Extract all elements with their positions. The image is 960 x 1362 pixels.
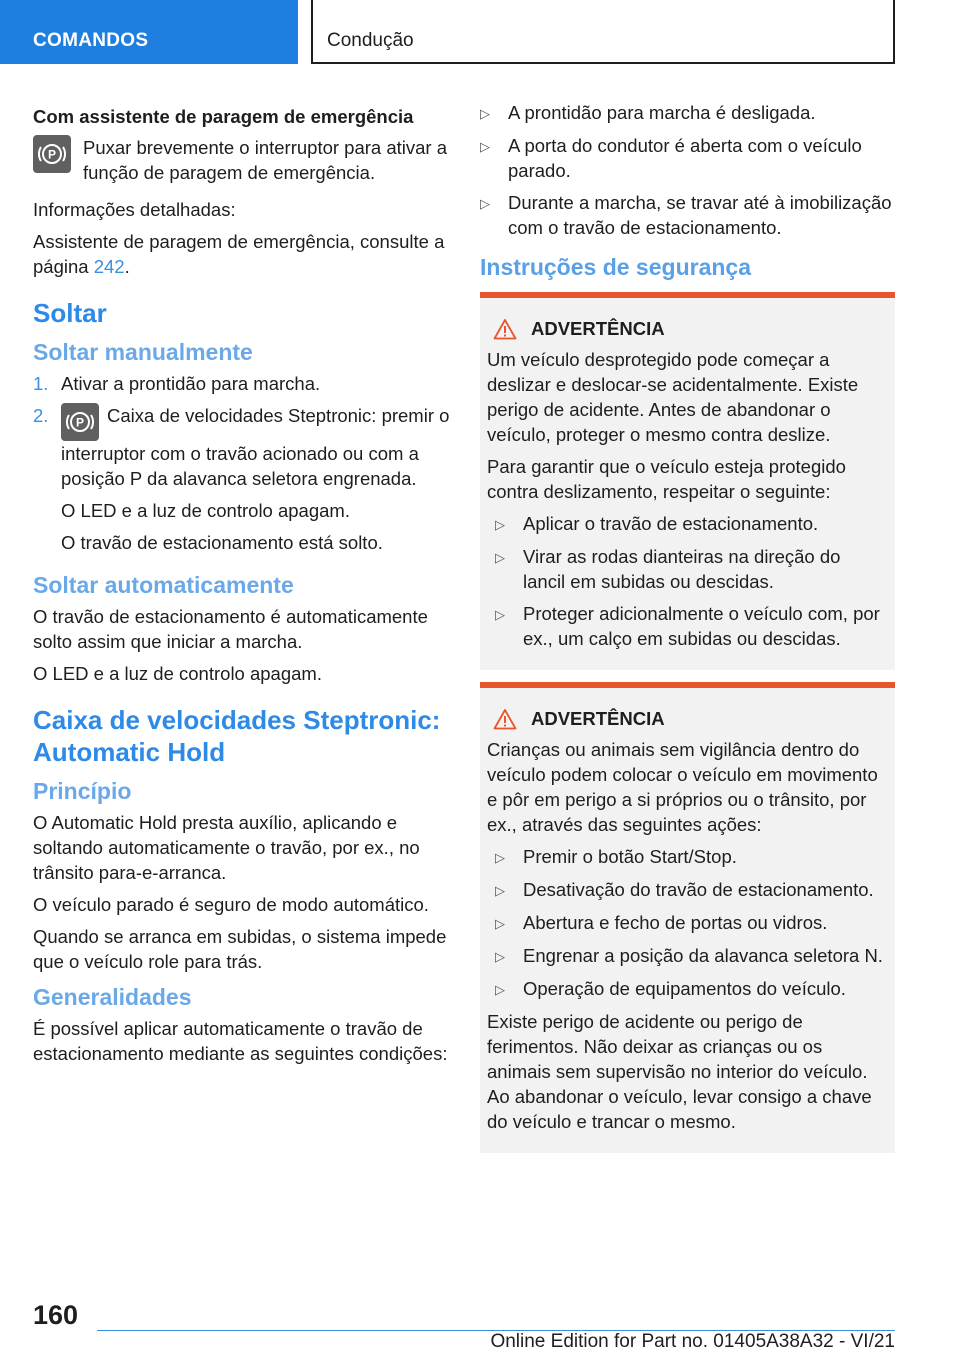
release-steps xyxy=(33,371,451,562)
svg-text:P: P xyxy=(47,147,57,162)
info-label: Informações detalhadas: xyxy=(33,199,236,220)
conditions-list xyxy=(480,100,895,240)
step-note: O LED e a luz de controlo apagam. xyxy=(61,500,350,521)
warning-box-1 xyxy=(480,292,895,670)
chapter-label: COMANDOS xyxy=(33,30,149,51)
svg-text:P: P xyxy=(75,415,85,430)
page-link-242[interactable]: 242 xyxy=(93,256,125,277)
soltar-auto-p1: O travão de estacionamento é automaticamente solto assim que iniciar a marcha. xyxy=(33,606,428,652)
principio-title: Princípio xyxy=(33,778,132,804)
bullet-triangle-icon: ▷ xyxy=(495,850,505,865)
warning-header xyxy=(487,706,887,731)
bullet-triangle-icon: ▷ xyxy=(495,982,505,997)
edition-text: Online Edition for Part no. 01405A38A32 - VI/21 xyxy=(490,1331,895,1352)
hold-title: Caixa de velocidades Steptronic: Automatic Hold xyxy=(33,705,441,767)
soltar-auto-title: Soltar automaticamente xyxy=(33,572,294,598)
left-column xyxy=(33,100,451,1073)
warning-p1: Crianças ou animais sem vigilância dentro do veículo podem colocar o veículo em movimento e pôr em perigo a si próprios ou o trânsito, por ex., através das seguintes ações: xyxy=(487,739,878,835)
list-item-text: Durante a marcha, se travar até à imobilização com o travão de estacionamento. xyxy=(508,192,892,238)
soltar-auto-p2: O LED e a luz de controlo apagam. xyxy=(33,663,322,684)
list-item-text: Virar as rodas dianteiras na direção do lancil em subidas ou descidas. xyxy=(523,546,841,592)
warning-list xyxy=(487,511,887,651)
soltar-manual-title: Soltar manualmente xyxy=(33,339,253,365)
warning-list xyxy=(487,844,887,1002)
page-number: 160 xyxy=(33,1300,79,1330)
warning-p1: Um veículo desprotegido pode começar a deslizar e deslocar-se acidentalmente. Existe perigo de acidente. Antes de abandonar o veículo, proteger o mesmo contra deslize. xyxy=(487,349,859,445)
bullet-triangle-icon: ▷ xyxy=(495,916,505,931)
emergency-heading: Com assistente de paragem de emergência xyxy=(33,106,414,127)
list-item xyxy=(495,844,887,870)
info-end: . xyxy=(124,256,130,277)
step-body xyxy=(61,403,451,562)
section-header xyxy=(311,0,895,64)
bullet-triangle-icon: ▷ xyxy=(480,196,490,211)
list-item xyxy=(495,877,887,903)
list-item xyxy=(495,976,887,1002)
list-item xyxy=(495,601,887,651)
bullet-triangle-icon: ▷ xyxy=(495,607,505,622)
list-item-text: A prontidão para marcha é desligada. xyxy=(508,102,816,123)
warning-label: ADVERTÊNCIA xyxy=(531,708,665,729)
list-item xyxy=(495,511,887,537)
emergency-text: Puxar brevemente o interruptor para ativar a função de paragem de emergência. xyxy=(83,137,448,183)
soltar-title: Soltar xyxy=(33,298,107,328)
info-paragraph xyxy=(33,229,451,279)
list-item xyxy=(480,100,895,126)
step-text: Ativar a prontidão para marcha. xyxy=(61,373,321,394)
safety-title: Instruções de segurança xyxy=(480,254,751,280)
warning-label: ADVERTÊNCIA xyxy=(531,318,665,339)
parking-brake-icon xyxy=(61,403,99,441)
warning-triangle-icon xyxy=(493,708,517,730)
warning-p2: Para garantir que o veículo esteja protegido contra deslizamento, respeitar o seguinte: xyxy=(487,456,846,502)
step-item xyxy=(33,371,451,396)
step-number: 1. xyxy=(33,373,49,394)
warning-header xyxy=(487,316,887,341)
list-item xyxy=(495,910,887,936)
warning-box-2 xyxy=(480,682,895,1153)
emergency-row xyxy=(33,135,451,185)
list-item xyxy=(495,943,887,969)
generalidades-p1: É possível aplicar automaticamente o travão de estacionamento mediante as seguintes condições: xyxy=(33,1018,448,1064)
step-number: 2. xyxy=(33,405,49,426)
list-item-text: Aplicar o travão de estacionamento. xyxy=(523,513,819,534)
bullet-triangle-icon: ▷ xyxy=(495,949,505,964)
list-item-text: Proteger adicionalmente o veículo com, por ex., um calço em subidas ou descidas. xyxy=(523,603,880,649)
list-item-text: Operação de equipamentos do veículo. xyxy=(523,978,846,999)
list-item-text: Desativação do travão de estacionamento. xyxy=(523,879,874,900)
list-item xyxy=(480,133,895,183)
section-label: Condução xyxy=(327,30,414,51)
list-item-text: Premir o botão Start/Stop. xyxy=(523,846,737,867)
generalidades-title: Generalidades xyxy=(33,984,192,1010)
list-item xyxy=(495,544,887,594)
info-text: Assistente de paragem de emergência, consulte a página xyxy=(33,231,445,277)
bullet-triangle-icon: ▷ xyxy=(495,550,505,565)
bullet-triangle-icon: ▷ xyxy=(495,883,505,898)
bullet-triangle-icon: ▷ xyxy=(495,517,505,532)
warning-triangle-icon xyxy=(493,318,517,340)
step-item xyxy=(33,403,451,562)
warning-p2: Existe perigo de acidente ou perigo de ferimentos. Não deixar as crianças ou os animais sem supervisão no interior do veículo. Ao abandonar o veículo, levar consigo a chave do veículo e trancar o mesmo. xyxy=(487,1011,872,1132)
principio-p2: O veículo parado é seguro de modo automático. xyxy=(33,894,429,915)
bullet-triangle-icon: ▷ xyxy=(480,106,490,121)
bullet-triangle-icon: ▷ xyxy=(480,139,490,154)
principio-p3: Quando se arranca em subidas, o sistema impede que o veículo role para trás. xyxy=(33,926,447,972)
step-note: O travão de estacionamento está solto. xyxy=(61,532,383,553)
list-item-text: A porta do condutor é aberta com o veículo parado. xyxy=(508,135,862,181)
list-item xyxy=(480,190,895,240)
principio-p1: O Automatic Hold presta auxílio, aplicando e soltando automaticamente o travão, por ex., no trânsito para-e-arranca. xyxy=(33,812,420,883)
parking-brake-icon xyxy=(33,135,71,173)
chapter-tab[interactable] xyxy=(0,0,298,64)
list-item-text: Abertura e fecho de portas ou vidros. xyxy=(523,912,828,933)
list-item-text: Engrenar a posição da alavanca seletora N. xyxy=(523,945,883,966)
right-column xyxy=(480,100,895,1165)
step-text: Caixa de velocidades Steptronic: premir o interruptor com o travão acionado ou com a posição P da alavanca seletora engrenada. xyxy=(61,405,450,489)
